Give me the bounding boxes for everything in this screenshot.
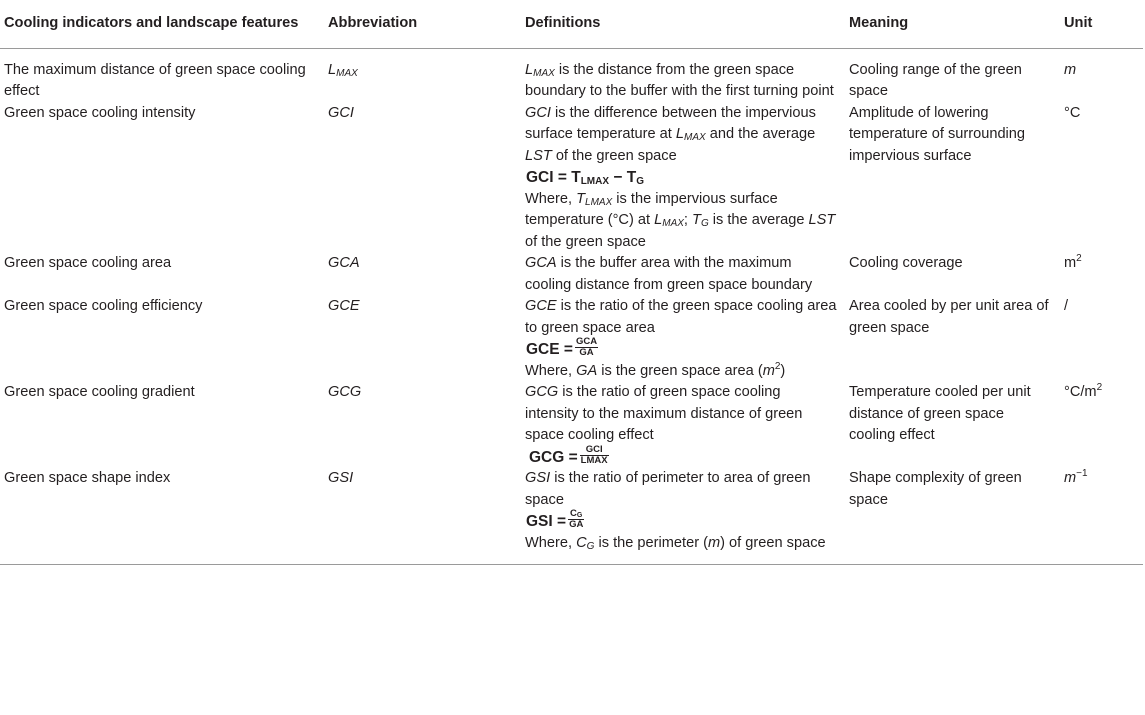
abbreviation-cell: GCI [328,104,354,121]
definition-cell: GCG is the ratio of green space cooling intensity to the maximum distance of green space cooling effect GCG = $\frac{\text{GCI}}{\text{LMAX}}$ [521,382,845,468]
gsi-formula: GSI = $\frac{C_G}{GA}$ [526,508,584,531]
meaning-cell: Amplitude of lowering temperature of surrounding impervious surface [849,104,1026,164]
table-row [0,103,1143,254]
indicator-cell: Green space cooling area [4,255,172,271]
definition-cell: GCE is the ratio of the green space cooling area to green space area GCE = $\frac{\text{GCA}}{GA}$ Where, GA is the green space area $(m^2)$ [525,298,837,379]
table-row [0,296,1143,382]
header-definitions: Definitions [521,8,845,48]
table-header-row [0,8,1143,48]
unit-cell: / [1064,298,1069,314]
unit-cell: m [1064,61,1077,78]
meaning-cell: Cooling coverage [849,255,963,271]
header-abbreviation: Abbreviation [324,8,521,48]
unit-cell: °C [1064,104,1081,121]
table-row [0,253,1143,296]
header-indicator: Cooling indicators and landscape features [0,8,324,48]
table-row [0,48,1143,103]
abbreviation-cell: GCA [328,255,360,271]
indicator-cell: The maximum distance of green space cooling effect [4,61,306,99]
indicator-cell: Green space cooling intensity [4,104,196,121]
definition-cell: GCA is the buffer area with the maximum cooling distance from green space boundary [525,255,813,293]
table-row [0,382,1143,468]
table-row [0,468,1143,565]
abbreviation-cell: $L_{MAX}$ [328,61,358,79]
definition-cell: GSI is the ratio of perimeter to area of green space GSI = $\frac{C_G}{GA}$ Where, $C_G$ is the perimeter (m) of green space [521,468,845,565]
cooling-indicators-table [0,8,1143,565]
definition-cell: $L_{MAX}$ is the distance from the green space boundary to the buffer with the first turning point [525,61,834,99]
header-meaning: Meaning [845,8,1060,48]
abbreviation-cell: GCE [328,298,360,314]
unit-cell: $m^2$ [1064,253,1082,271]
meaning-cell: Temperature cooled per unit distance of green space cooling effect [849,384,1031,443]
abbreviation-cell: GSI [324,468,521,565]
indicator-cell: Green space cooling efficiency [4,298,203,314]
header-unit: Unit [1060,8,1143,48]
gce-formula: GCE = $\frac{\text{GCA}}{GA}$ [526,336,598,359]
meaning-cell: Cooling range of the green space [849,61,1022,99]
abbreviation-cell: GCG [328,384,362,400]
meaning-cell: Shape complexity of green space [845,468,1060,565]
unit-cell: $^\circ C/m^2$ [1064,382,1103,400]
gcg-formula: GCG = $\frac{\text{GCI}}{\text{LMAX}}$ [529,443,608,466]
indicator-cell: Green space shape index [0,468,324,565]
unit-cell: $m^{-1}$ [1060,468,1143,565]
indicator-cell: Green space cooling gradient [4,384,195,400]
meaning-cell: Area cooled by per unit area of green space [849,298,1049,336]
definition-cell: GCI is the difference between the impervious surface temperature at $L_{MAX}$ and the average LST of the green space GCI = $T_{LMAX} - T_G$ Where, $T_{LMAX}$ is the impervious surface temperature (°C) at $L_{MAX}$; $T_G$ is the average LST of the green space [525,104,836,250]
gci-formula: GCI = $T_{LMAX} - T_G$ [526,169,644,187]
